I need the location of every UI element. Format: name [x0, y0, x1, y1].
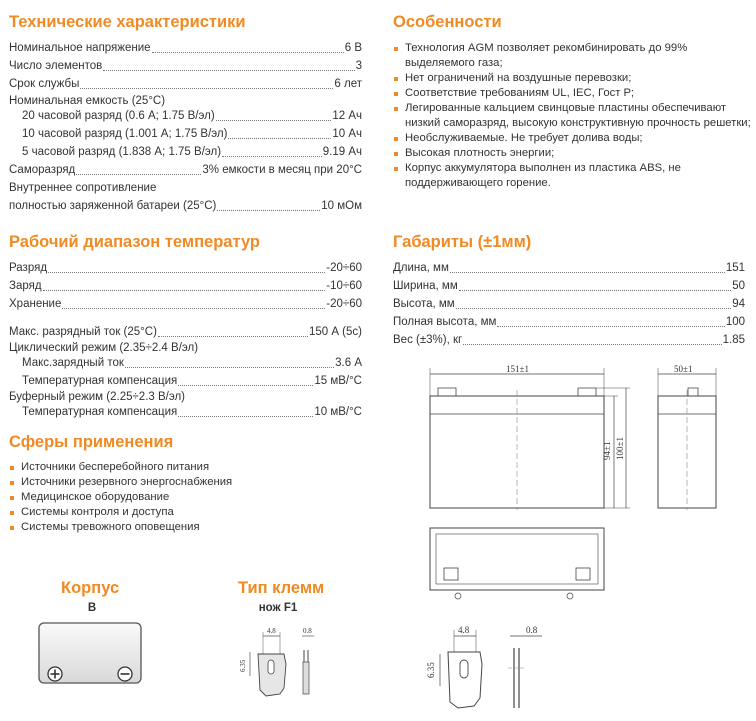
- cyclic-heading: Циклический режим (2.35÷2.4 В/эл): [9, 342, 199, 354]
- dim-row-full-height: Полная высота, мм 100: [393, 316, 745, 328]
- length-dimension-label: 151±1: [506, 364, 529, 374]
- tab-width-label: 4.8: [267, 627, 276, 635]
- buffer-row-compensation: Температурная компенсация 10 мВ/°С: [22, 406, 362, 418]
- resistance-heading: Внутреннее сопротивление: [9, 182, 157, 194]
- spec-row-lifetime: Срок службы 6 лет: [9, 78, 362, 90]
- dimensions-title: Габариты (±1мм): [393, 233, 532, 251]
- full-height-dimension-label: 100±1: [615, 437, 625, 460]
- spec-row-cells: Число элементов 3: [9, 60, 362, 72]
- width-dimension-label: 50±1: [674, 364, 693, 374]
- applications-list: [9, 460, 359, 535]
- dim-row-length: Длина, мм 151: [393, 262, 745, 274]
- max-current-row: Макс. разрядный ток (25°С) 150 А (5с): [9, 326, 362, 338]
- temp-row-discharge: Разряд -20÷60: [9, 262, 362, 274]
- list-item: Соответствие требованиям UL, IEC, Гост Р;: [393, 86, 753, 101]
- housing-title: Корпус: [61, 579, 120, 597]
- tab-height-label: 6.35: [239, 659, 247, 672]
- dim-row-width: Ширина, мм 50: [393, 280, 745, 292]
- tab-height-label: 6.35: [426, 662, 436, 678]
- positive-terminal-icon: [48, 667, 62, 681]
- dim-row-weight: Вес (±3%), кг 1.85: [393, 334, 745, 346]
- specs-title: Технические характеристики: [9, 13, 246, 31]
- list-item: Необслуживаемые. Не требует долива воды;: [393, 131, 753, 146]
- negative-terminal-icon: [118, 667, 132, 681]
- temp-title: Рабочий диапазон температур: [9, 233, 261, 251]
- height-dimension-label: 94±1: [602, 441, 612, 460]
- list-item: Технология AGM позволяет рекомбинировать до 99% выделяемого газа;: [393, 41, 753, 71]
- capacity-heading: Номинальная емкость (25°С): [9, 95, 166, 107]
- list-item: Медицинское оборудование: [9, 490, 359, 505]
- housing-value: B: [87, 602, 97, 614]
- list-item: Системы тревожного оповещения: [9, 520, 359, 535]
- list-item: Легированные кальцием свинцовые пластины обеспечивают низкий саморазряд, высокую конструктивную прочность решетки;: [393, 101, 753, 131]
- battery-dimension-drawing: [418, 360, 748, 610]
- spec-row-voltage: Номинальное напряжение 6 В: [9, 42, 362, 54]
- list-item: Корпус аккумулятора выполнен из пластика ABS, не поддерживающего горение.: [393, 161, 753, 191]
- features-list: [393, 41, 753, 191]
- cyclic-row-compensation: Температурная компенсация 15 мВ/°С: [22, 375, 362, 387]
- list-item: Нет ограничений на воздушные перевозки;: [393, 71, 753, 86]
- dim-row-height: Высота, мм 94: [393, 298, 745, 310]
- spec-row-self-discharge: Саморазряд 3% емкости в месяц при 20°С: [9, 164, 362, 176]
- terminal-title: Тип клемм: [238, 579, 325, 597]
- terminal-detail-drawing: [418, 618, 548, 718]
- temp-row-storage: Хранение -20÷60: [9, 298, 362, 310]
- spec-row-resistance: полностью заряженной батареи (25°С) 10 мОм: [9, 200, 362, 212]
- applications-title: Сферы применения: [9, 433, 174, 451]
- list-item: Источники резервного энергоснабжения: [9, 475, 359, 490]
- buffer-heading: Буферный режим (2.25÷2.3 В/эл): [9, 391, 186, 403]
- tab-thickness-label: 0.8: [526, 625, 538, 635]
- cyclic-row-current: Макс.зарядный ток 3.6 А: [22, 357, 362, 369]
- housing-top-view: [36, 620, 144, 686]
- terminal-drawing: [236, 622, 326, 712]
- list-item: Источники бесперебойного питания: [9, 460, 359, 475]
- list-item: Системы контроля и доступа: [9, 505, 359, 520]
- tab-width-label: 4.8: [458, 625, 470, 635]
- capacity-row-5h: 5 часовой разряд (1.838 А; 1.75 В/эл) 9.19 Ач: [22, 146, 362, 158]
- capacity-row-10h: 10 часовой разряд (1.001 А; 1.75 В/эл) 10 Ач: [22, 128, 362, 140]
- list-item: Высокая плотность энергии;: [393, 146, 753, 161]
- capacity-row-20h: 20 часовой разряд (0.6 А; 1.75 В/эл) 12 Ач: [22, 110, 362, 122]
- temp-row-charge: Заряд -10÷60: [9, 280, 362, 292]
- features-title: Особенности: [393, 13, 502, 31]
- tab-thickness-label: 0.8: [303, 627, 312, 635]
- terminal-value: нож F1: [258, 602, 298, 614]
